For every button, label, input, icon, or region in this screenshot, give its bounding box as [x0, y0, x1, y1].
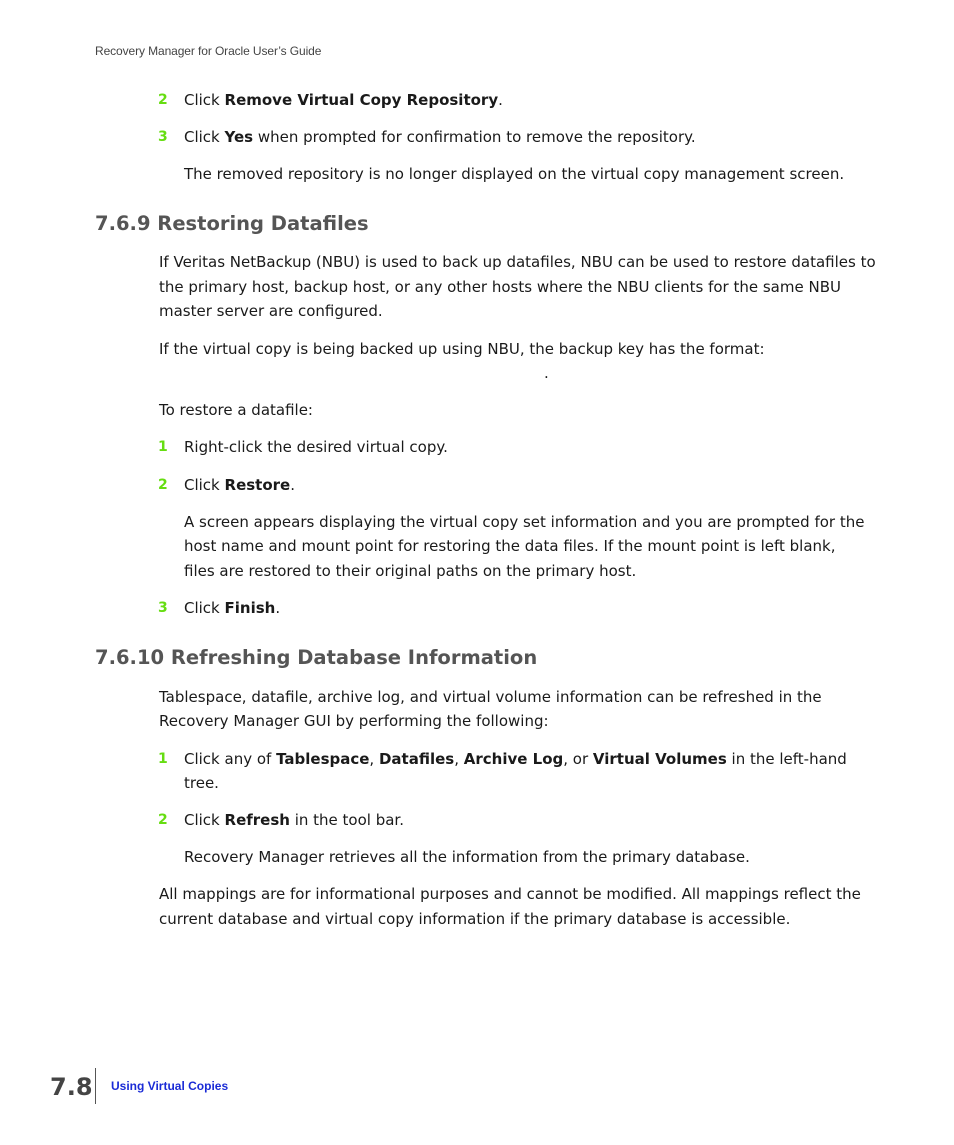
footer-chapter-title: Using Virtual Copies [111, 1079, 229, 1093]
step-text-pre: Click [184, 811, 225, 829]
step-text-sep: , [454, 750, 464, 768]
step-note-line: A screen appears displaying the virtual copy set information and you are prompted for the [184, 513, 865, 531]
ui-label-remove-virtual-copy-repository: Remove Virtual Copy Repository [224, 91, 499, 109]
running-header: Recovery Manager for Oracle User’s Guide [95, 44, 322, 58]
step-number: 1 [158, 439, 168, 455]
procedure-intro: To restore a datafile: [159, 401, 313, 419]
step-note-line: host name and mount point for restoring the data files. If the mount point is left blank, [184, 537, 836, 555]
step-note: The removed repository is no longer displayed on the virtual copy management screen. [184, 165, 845, 183]
step-note-line: files are restored to their original paths on the primary host. [184, 562, 637, 580]
step-number: 2 [158, 477, 168, 493]
step-text-post: in the tool bar. [289, 811, 404, 829]
step-note: Recovery Manager retrieves all the information from the primary database. [184, 848, 750, 866]
step-text: Right-click the desired virtual copy. [184, 438, 448, 456]
step-text-post: when prompted for confirmation to remove the repository. [253, 128, 696, 146]
paragraph-line: master server are configured. [159, 302, 383, 320]
ui-label-restore: Restore [224, 476, 291, 494]
ui-label-archive-log: Archive Log [463, 750, 564, 768]
step-number: 1 [158, 751, 168, 767]
page-number: 7.8 [50, 1073, 93, 1101]
ui-label-finish: Finish [224, 599, 276, 617]
step-text [184, 808, 404, 833]
ui-label-yes: Yes [224, 128, 254, 146]
step-text-pre: Click [184, 91, 225, 109]
step-text-sep: , [369, 750, 379, 768]
backup-key-format: . [544, 364, 549, 382]
paragraph-line: All mappings are for informational purposes and cannot be modified. All mappings reflect the [159, 885, 861, 903]
step-number: 3 [158, 600, 168, 616]
step-text [184, 88, 503, 113]
step-text [184, 747, 847, 772]
step-text [184, 596, 280, 621]
step-number: 2 [158, 92, 168, 108]
step-text-pre: Click [184, 476, 225, 494]
step-text-pre: Click [184, 599, 225, 617]
step-text-post: . [498, 91, 503, 109]
paragraph-line: current database and virtual copy information if the primary database is accessible. [159, 910, 791, 928]
step-text-sep: , or [563, 750, 593, 768]
paragraph-line: If Veritas NetBackup (NBU) is used to back up datafiles, NBU can be used to restore datafiles to [159, 253, 876, 271]
step-text-pre: Click [184, 128, 225, 146]
step-number: 2 [158, 812, 168, 828]
paragraph-backup-key: If the virtual copy is being backed up using NBU, the backup key has the format: [159, 340, 765, 358]
ui-label-datafiles: Datafiles [378, 750, 455, 768]
step-text [184, 473, 295, 498]
step-text-post: . [275, 599, 281, 617]
paragraph-line: the primary host, backup host, or any other hosts where the NBU clients for the same NBU [159, 278, 841, 296]
step-text-post: . [290, 476, 295, 494]
step-text [184, 125, 696, 150]
ui-label-tablespace: Tablespace [276, 750, 370, 768]
section-heading-restoring: 7.6.9 Restoring Datafiles [95, 212, 369, 235]
ui-label-virtual-volumes: Virtual Volumes [592, 750, 727, 768]
step-text-continued: tree. [184, 774, 219, 792]
paragraph-line: Tablespace, datafile, archive log, and virtual volume information can be refreshed in the [159, 688, 822, 706]
ui-label-refresh: Refresh [224, 811, 290, 829]
step-text-post: in the left-hand [726, 750, 847, 768]
paragraph-line: Recovery Manager GUI by performing the following: [159, 712, 549, 730]
step-number: 3 [158, 129, 168, 145]
step-text-pre: Click any of [184, 750, 277, 768]
section-heading-refreshing: 7.6.10 Refreshing Database Information [95, 646, 538, 669]
footer-divider [95, 1068, 96, 1104]
